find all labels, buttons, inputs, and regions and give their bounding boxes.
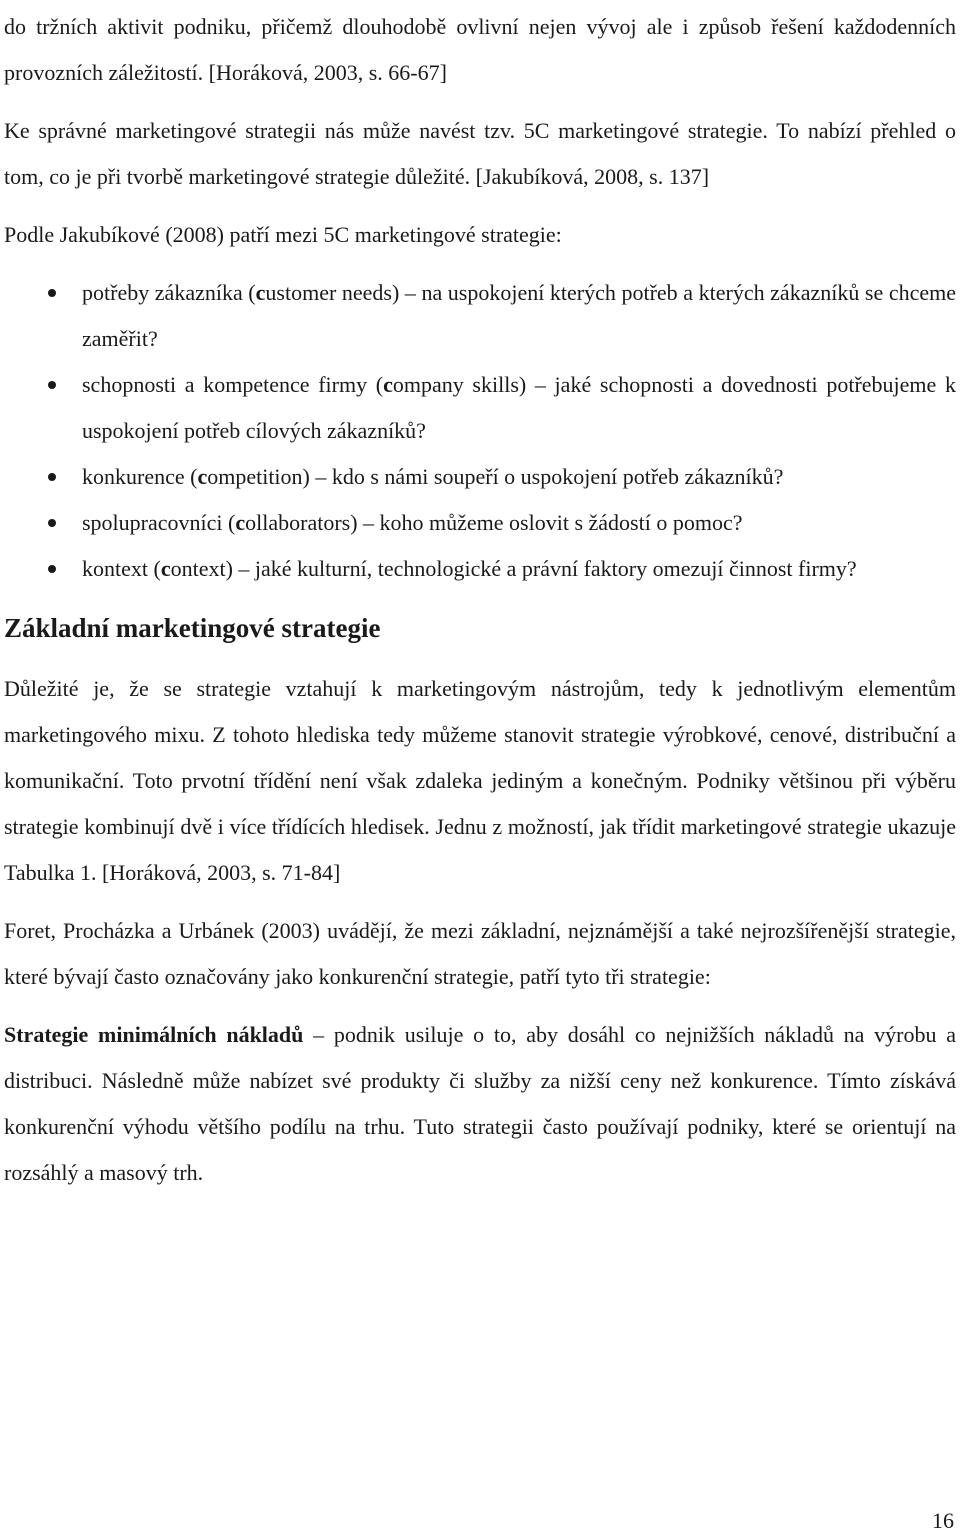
bullet-icon bbox=[48, 565, 56, 573]
five-c-lead: Podle Jakubíkové (2008) patří mezi 5C marketingové strategie: bbox=[4, 222, 562, 247]
basic-strategies-paragraph: Důležité je, že se strategie vztahují k marketingovým nástrojům, tedy k jednotlivým elementům marketingového mixu. Z tohoto hlediska tedy můžeme stanovit strategie výrobkové, cenové, distribuční a komunikační. Toto prvotní třídění není však zdaleka jediným a konečným. Podniky většinou při výběru strategie kombinují dvě i více třídících hledisek. Jednu z možností, jak třídit marketingové strategie ukazuje Tabulka 1. [Horáková, 2003, s. 71-84] bbox=[4, 676, 956, 885]
min-cost-paragraph bbox=[4, 1012, 956, 1196]
list-item: spolupracovníci (collaborators) – koho můžeme oslovit s žádostí o pomoc? bbox=[4, 500, 956, 546]
min-cost-text: – podnik usiluje o to, aby dosáhl co nejnižších nákladů na výrobu a distribuci. Následně může nabízet své produkty či služby za nižší ceny než konkurence. Tímto získává konkurenční výhodu většího podílu na trhu. Tuto strategii často používají podniky, které se orientují na rozsáhlý a masový trh. bbox=[4, 1022, 957, 1185]
list-item: konkurence (competition) – kdo s námi soupeří o uspokojení potřeb zákazníků? bbox=[4, 454, 956, 500]
bullet-icon bbox=[48, 473, 56, 481]
foret-paragraph: Foret, Procházka a Urbánek (2003) uvádějí, že mezi základní, nejznámější a také nejrozšířenější strategie, které bývají často označovány jako konkurenční strategie, patří tyto tři strategie: bbox=[4, 918, 956, 989]
five-c-intro-paragraph: Ke správné marketingové strategii nás může navést tzv. 5C marketingové strategie. To nabízí přehled o tom, co je při tvorbě marketingové strategie důležité. [Jakubíková, 2008, s. 137] bbox=[4, 118, 956, 189]
bullet-icon bbox=[48, 381, 56, 389]
bullet-icon bbox=[48, 519, 56, 527]
bullet-icon bbox=[48, 289, 56, 297]
intro-paragraph: do tržních aktivit podniku, přičemž dlouhodobě ovlivní nejen vývoj ale i způsob řešení každodenních provozních záležitostí. [Horáková, 2003, s. 66-67] bbox=[4, 14, 956, 85]
list-item: schopnosti a kompetence firmy (company skills) – jaké schopnosti a dovednosti potřebujeme k uspokojení potřeb cílových zákazníků? bbox=[4, 362, 956, 454]
list-item: potřeby zákazníka (customer needs) – na uspokojení kterých potřeb a kterých zákazníků se chceme zaměřit? bbox=[4, 270, 956, 362]
document-page bbox=[4, 0, 956, 1196]
section-heading: Základní marketingové strategie bbox=[4, 613, 381, 643]
list-item: kontext (context) – jaké kulturní, technologické a právní faktory omezují činnost firmy? bbox=[4, 546, 956, 592]
min-cost-title: Strategie minimálních nákladů bbox=[4, 1022, 304, 1047]
five-c-list bbox=[4, 270, 956, 592]
page-number: 16 bbox=[932, 1508, 954, 1533]
